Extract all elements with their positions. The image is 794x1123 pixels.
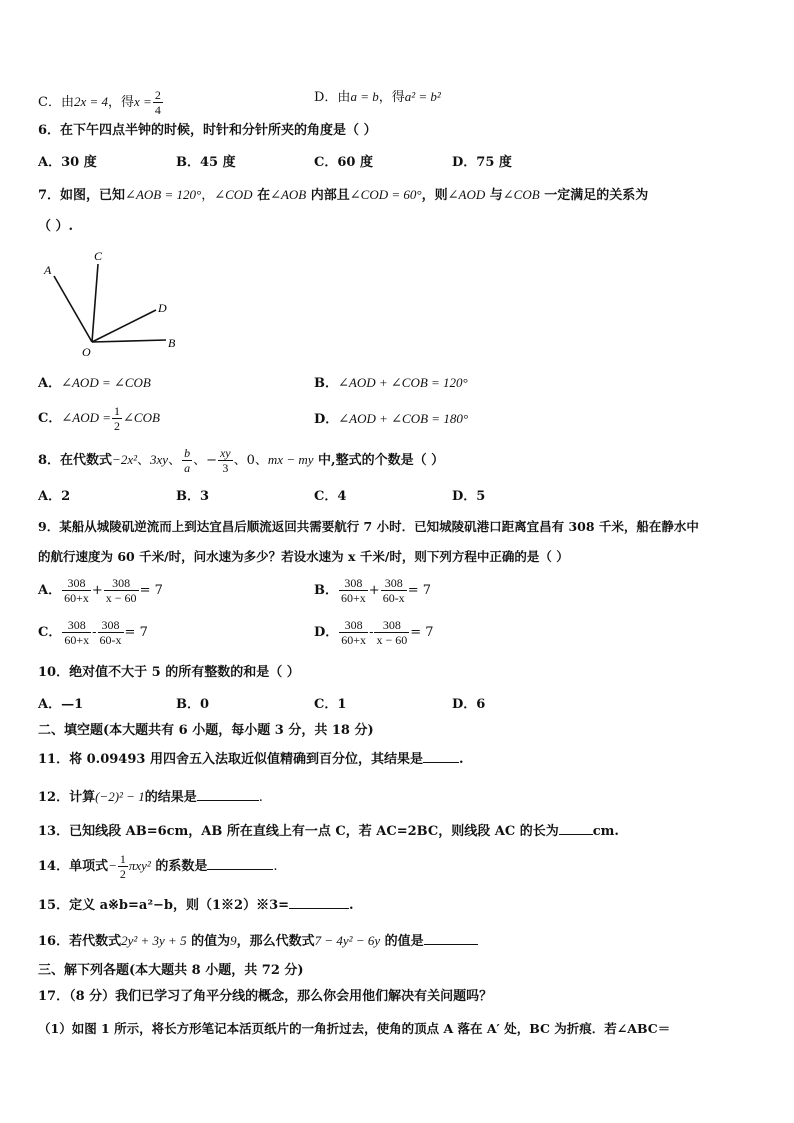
answer-blank[interactable] (423, 748, 459, 763)
numerator: 308 (339, 618, 368, 633)
text: ，则 (421, 188, 448, 203)
denominator: 4 (154, 103, 161, 117)
text: 15．定义 a※b=a²−b，则（1※2）※3= (38, 898, 290, 913)
expression: 7 − 4y² − 6y (314, 933, 381, 948)
numerator: 308 (374, 618, 409, 633)
text: 11．将 0.09493 用四舍五入法取近似值精确到百分位，其结果是 (38, 752, 423, 767)
text: . (349, 898, 354, 913)
q9-option-d[interactable] (314, 618, 434, 647)
expression: mx − my (267, 452, 314, 467)
text: 与 (485, 188, 503, 203)
equation: ∠COD (214, 187, 253, 202)
section-2-heading: 二、填空题(本大题共有 6 小题，每小题 3 分，共 18 分) (38, 723, 374, 738)
q8-stem (38, 446, 444, 475)
text: 7．如图，已知 (38, 188, 126, 203)
label-a: A (44, 263, 52, 277)
q10-option-a[interactable]: A．—1 (38, 697, 84, 712)
q9-option-c[interactable] (38, 618, 148, 647)
option-label: C． (38, 625, 62, 640)
equation: ∠AOB (270, 187, 307, 202)
text: 的系数是 (150, 859, 208, 874)
equation: = 7 (124, 625, 148, 640)
ray-ob (92, 340, 166, 342)
denominator: 2 (119, 867, 126, 881)
q8-option-b[interactable]: B．3 (176, 489, 210, 504)
text: 的值是 (380, 934, 424, 949)
q8-option-d[interactable]: D．5 (452, 489, 486, 504)
equation: = 7 (139, 583, 163, 598)
q7-option-c[interactable] (38, 404, 160, 433)
numerator: 308 (98, 618, 124, 633)
equation: = 7 (407, 583, 431, 598)
equation: ∠COB (502, 187, 540, 202)
ray-oc (92, 264, 98, 342)
fraction (218, 446, 233, 475)
option-label: D． (314, 412, 339, 427)
text: ，那么代数式 (236, 934, 315, 949)
q9-option-b[interactable] (314, 576, 431, 605)
equation: ∠COB (123, 410, 160, 425)
numerator: xy (219, 446, 231, 460)
text: . (258, 790, 263, 805)
text: 12．计算 (38, 790, 96, 805)
numerator: 1 (114, 404, 120, 418)
answer-blank[interactable] (197, 786, 259, 801)
value: 9 (230, 933, 237, 948)
denominator: 2 (114, 419, 120, 433)
q13 (38, 820, 619, 841)
text: 的值为 (186, 934, 231, 949)
fraction (374, 618, 409, 647)
q7-option-d[interactable] (314, 410, 468, 429)
equation: ∠AOD + ∠COB = 180° (338, 411, 469, 426)
text: 13．已知线段 AB=6cm，AB 所在直线上有一点 C，若 AC=2BC，则线段 AC 的长为 (38, 824, 559, 839)
numerator: 308 (381, 576, 407, 591)
q12 (38, 786, 263, 807)
sign: − (108, 858, 117, 873)
denominator: a (184, 461, 191, 475)
fraction (118, 852, 128, 881)
answer-blank[interactable] (289, 894, 349, 909)
text: 在 (252, 188, 271, 203)
option-label: C． (38, 411, 62, 426)
q10-option-d[interactable]: D．6 (452, 697, 486, 712)
equation: = 7 (410, 625, 434, 640)
q6-option-c[interactable]: C．60 度 (314, 155, 373, 170)
fraction (104, 576, 139, 605)
ray-od (92, 310, 156, 342)
fraction (182, 446, 192, 475)
q8-option-a[interactable]: A．2 (38, 489, 71, 504)
fraction (98, 618, 124, 647)
q10-stem: 10．绝对值不大于 5 的所有整数的和是（ ） (38, 665, 300, 680)
q11 (38, 748, 463, 769)
equation: a² = b² (404, 89, 441, 104)
label-c: C (94, 249, 103, 263)
separator: 、 (137, 453, 151, 468)
fraction (112, 404, 122, 433)
text: . (458, 752, 464, 767)
expression: (−2)² − 1 (95, 789, 145, 804)
numerator: 2 (154, 88, 161, 102)
q17-stem: 17．（8 分）我们已学习了角平分线的概念，那么你会用他们解决有关问题吗？ (38, 989, 493, 1004)
answer-blank[interactable] (559, 820, 593, 835)
q9-stem-line2: 的航行速度为 60 千米/时，问水速为多少？若设水速为 x 千米/时，则下列方程中正确的是（ ） (38, 549, 569, 564)
label-o: O (82, 345, 91, 358)
q6-option-b[interactable]: B．45 度 (176, 155, 236, 170)
text: ， (201, 188, 215, 203)
equation: ∠AOD (447, 187, 486, 202)
fraction (153, 88, 163, 117)
denominator: x − 60 (105, 591, 137, 605)
numerator: 308 (104, 576, 139, 591)
label-b: B (168, 336, 176, 350)
option-label: B． (314, 583, 338, 598)
denominator: 60-x (382, 591, 405, 605)
equation: ∠AOD = (61, 410, 111, 425)
expression: 2y² + 3y + 5 (121, 933, 187, 948)
denominator: 60-x (99, 633, 122, 647)
text: 16．若代数式 (38, 934, 122, 949)
q6-stem: 6．在下午四点半钟的时候，时针和分针所夹的角度是（ ） (38, 123, 377, 138)
operator: - (92, 625, 97, 640)
fraction (339, 618, 368, 647)
q14 (38, 852, 278, 881)
separator: 、− (193, 453, 217, 468)
ray-oa (54, 276, 92, 342)
separator: 、 (168, 453, 182, 468)
equation: ∠AOB = 120° (125, 187, 202, 202)
q9-stem-line1: 9．某船从城陵矶逆流而上到达宜昌后顺流返回共需要航行 7 小时．已知城陵矶港口距离宜昌有 308 千米，船在静水中 (38, 519, 699, 534)
fraction (339, 576, 368, 605)
denominator: 60+x (341, 591, 366, 605)
angle-figure (38, 246, 188, 358)
q17-part1: （1）如图 1 所示，将长方形笔记本活页纸片的一角折过去，使角的顶点 A 落在 A′ 处，BC 为折痕．若∠ABC＝ (38, 1021, 671, 1036)
equation: ∠AOD + ∠COB = 120° (338, 375, 468, 390)
text: 14．单项式 (38, 859, 109, 874)
denominator: 60+x (64, 591, 89, 605)
expression: πxy² (128, 858, 151, 873)
numerator: 308 (62, 576, 91, 591)
separator: 、0、 (233, 453, 268, 468)
fraction (62, 576, 91, 605)
numerator: 308 (339, 576, 368, 591)
q5-option-c[interactable] (38, 88, 164, 117)
fraction (62, 618, 91, 647)
text: 8．在代数式 (38, 453, 113, 468)
equation: a = b (350, 89, 379, 104)
operator: - (369, 625, 374, 640)
text: cm. (592, 824, 619, 839)
text: ，得 (108, 95, 135, 110)
equation: x = (134, 94, 152, 109)
label-d: D (158, 301, 167, 315)
equation: 2x = 4 (73, 94, 108, 109)
text: 的结果是 (144, 790, 197, 805)
fraction (381, 576, 407, 605)
option-label: A． (38, 376, 62, 391)
q9-option-a[interactable] (38, 576, 163, 605)
operator: + (91, 583, 103, 598)
equation: ∠AOD = ∠COB (61, 375, 151, 390)
answer-blank[interactable] (207, 855, 273, 870)
q7-stem (38, 186, 648, 205)
q5-option-d[interactable] (314, 88, 441, 107)
operator: + (368, 583, 380, 598)
q7-option-a[interactable] (38, 374, 151, 393)
denominator: 60+x (341, 633, 367, 647)
numerator: b (184, 446, 191, 460)
option-label: B． (314, 376, 338, 391)
denominator: 60+x (64, 633, 90, 647)
answer-blank[interactable] (424, 930, 478, 945)
denominator: x − 60 (376, 633, 408, 647)
text: ，得 (378, 90, 405, 105)
option-label: C．由 (38, 95, 74, 110)
q16 (38, 930, 478, 951)
section-3-heading: 三、解下列各题(本大题共 8 小题，共 72 分) (38, 963, 304, 978)
option-label: A． (38, 583, 62, 598)
text: 内部且 (306, 188, 350, 203)
text: 一定满足的关系为 (539, 188, 649, 203)
q6-option-a[interactable]: A．30 度 (38, 155, 97, 170)
q6-option-d[interactable]: D．75 度 (452, 155, 512, 170)
text: . (273, 859, 278, 874)
option-label: D． (314, 625, 339, 640)
q8-option-c[interactable]: C．4 (314, 489, 347, 504)
numerator: 308 (62, 618, 91, 633)
q10-option-c[interactable]: C．1 (314, 697, 347, 712)
numerator: 1 (119, 852, 126, 866)
denominator: 3 (222, 461, 229, 475)
q7-stem-tail: （ ）. (38, 219, 74, 234)
equation: ∠COD = 60° (349, 187, 422, 202)
expression: −2x² (112, 452, 137, 467)
expression: 3xy (150, 452, 169, 467)
q15 (38, 894, 354, 915)
q10-option-b[interactable]: B．0 (176, 697, 210, 712)
option-label: D．由 (314, 90, 351, 105)
q7-option-b[interactable] (314, 374, 468, 393)
text: 中,整式的个数是（ ） (313, 453, 445, 468)
